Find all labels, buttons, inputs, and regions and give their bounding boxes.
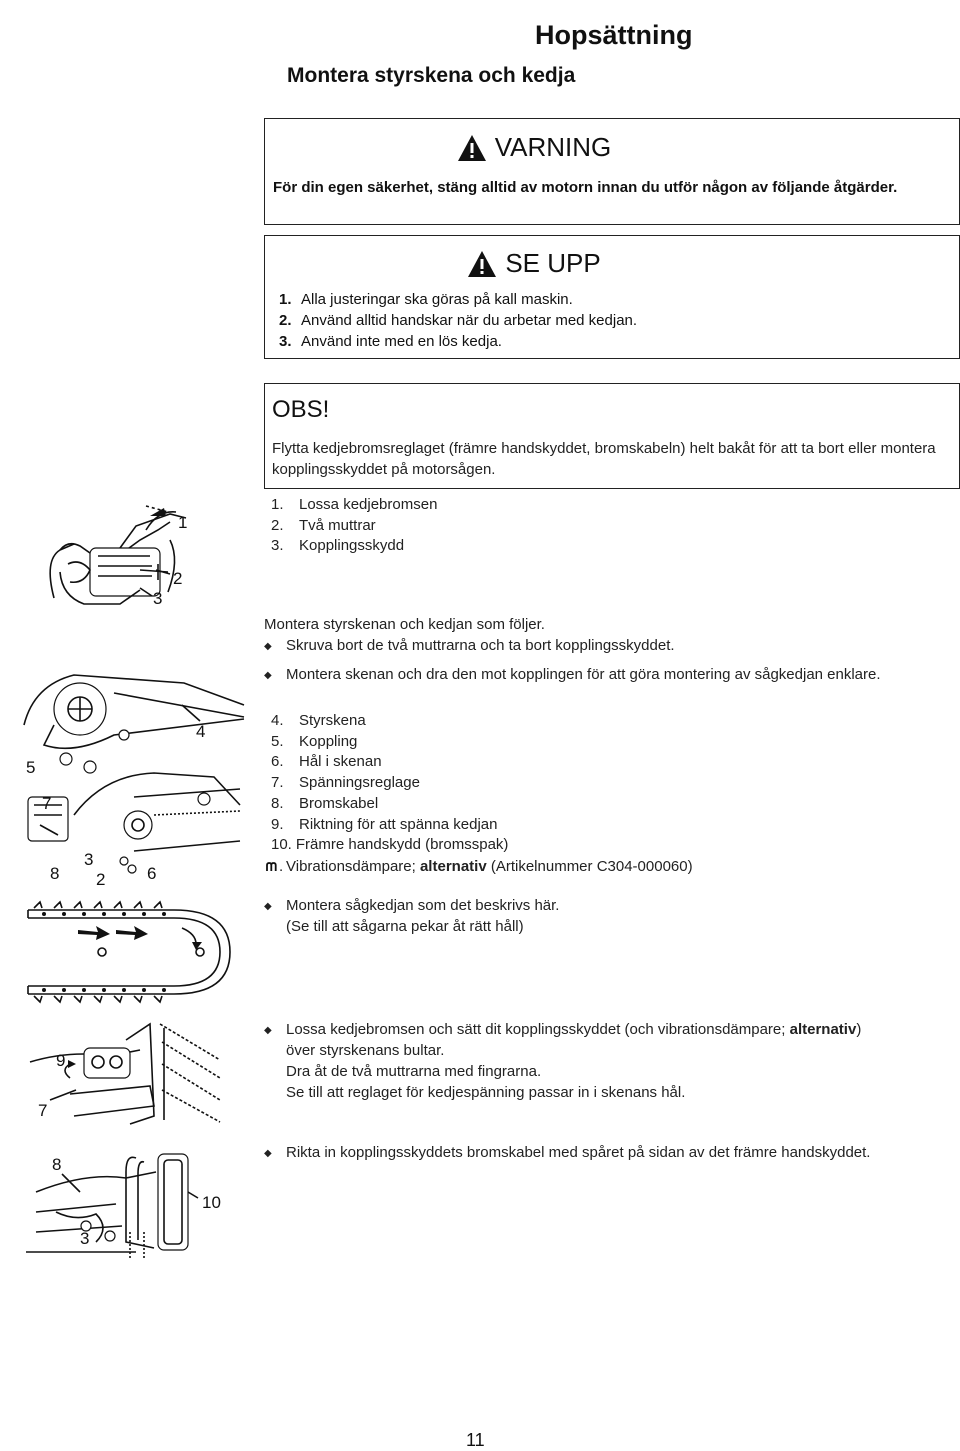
figure-label: 5 bbox=[26, 758, 36, 777]
figure-chain-direction bbox=[24, 900, 244, 1004]
list-item: 7. Spänningsreglage bbox=[271, 774, 420, 792]
figure-label: 10 bbox=[202, 1193, 221, 1212]
intro-text: Montera styrskenan och kedjan som följer. bbox=[264, 616, 545, 633]
figure-label: 7 bbox=[38, 1101, 48, 1120]
list-item: 2. Två muttrar bbox=[271, 516, 376, 534]
figure-label: 8 bbox=[52, 1155, 62, 1174]
caution-heading bbox=[264, 248, 804, 279]
figure-label: 1 bbox=[178, 513, 188, 532]
list-item: 4. Styrskena bbox=[271, 712, 366, 729]
optional-marker-icon bbox=[266, 862, 279, 871]
bullet-item: ◆ Lossa kedjebromsen och sätt dit kopplingsskyddet (och vibrationsdämpare; alternativ) över styrskenans bultar. Dra åt de två muttrarna med fingrarna. Se till att reglaget för kedjespänning passar in i skenans hål. bbox=[264, 1021, 862, 1101]
bullet-diamond-icon: ◆ bbox=[264, 670, 272, 681]
list-item: 3. Kopplingsskydd bbox=[271, 537, 405, 555]
figure-label: 2 bbox=[173, 569, 183, 588]
bullet-item: ◆ Montera sågkedjan som det beskrivs här. (Se till att sågarna pekar åt rätt håll) bbox=[264, 897, 560, 935]
figure-label: 3 bbox=[153, 589, 163, 608]
list-item: 5. Koppling bbox=[271, 732, 358, 750]
list-item: 2. Använd alltid handskar när du arbetar med kedjan. bbox=[279, 312, 638, 329]
bullet-diamond-icon: ◆ bbox=[264, 1025, 272, 1036]
bullet-item: ◆ Skruva bort de två muttrarna och ta bort kopplingsskyddet. bbox=[264, 635, 946, 657]
note-box bbox=[264, 383, 960, 489]
bullet-diamond-icon: ◆ bbox=[264, 1148, 272, 1159]
figure-brake-release bbox=[40, 500, 230, 610]
bullet-diamond-icon: ◆ bbox=[264, 641, 272, 652]
parts-list-2 bbox=[271, 711, 508, 856]
caution-title: SE UPP bbox=[505, 248, 601, 278]
parts-list-1 bbox=[271, 495, 437, 557]
figure-tensioner bbox=[30, 1020, 230, 1130]
bullet-item: ◆ Montera skenan och dra den mot kopplingen för att göra montering av sågkedjan enklare. bbox=[264, 664, 946, 686]
figure-brake-cable bbox=[26, 1152, 236, 1262]
list-item: 10. Främre handskydd (bromsspak) bbox=[271, 836, 509, 854]
list-item: 8. Bromskabel bbox=[271, 794, 379, 812]
caution-triangle-icon bbox=[467, 250, 497, 278]
page-number: 11 bbox=[466, 1430, 485, 1450]
note-title: OBS! bbox=[272, 396, 330, 423]
list-item: 9. Riktning för att spänna kedjan bbox=[271, 815, 498, 833]
figure-label: 4 bbox=[196, 722, 206, 741]
warning-title: VARNING bbox=[494, 132, 612, 162]
figure-label: 3 bbox=[84, 850, 94, 869]
figure-label: 2 bbox=[96, 870, 106, 889]
optional-item: . Vibrationsdämpare; alternativ (Artikelnummer C304-000060) bbox=[266, 856, 946, 877]
section-title: Hopsättning bbox=[535, 20, 693, 50]
list-item: 3. Använd inte med en lös kedja. bbox=[279, 333, 502, 350]
warning-heading bbox=[264, 132, 804, 163]
warning-text: För din egen säkerhet, stäng alltid av motorn innan du utför någon av följande åtgärder. bbox=[273, 179, 898, 196]
figure-label: 8 bbox=[50, 864, 60, 883]
figure-bar-mounting bbox=[14, 665, 250, 887]
list-item: 6. Hål i skenan bbox=[271, 753, 382, 771]
warning-triangle-icon bbox=[457, 134, 487, 162]
bullet-item: ◆ Rikta in kopplingsskyddets bromskabel med spåret på sidan av det främre handskyddet. bbox=[264, 1142, 960, 1164]
list-item: 1. Alla justeringar ska göras på kall maskin. bbox=[279, 291, 573, 308]
page-title: Montera styrskena och kedja bbox=[287, 64, 576, 87]
figure-label: 3 bbox=[80, 1229, 90, 1248]
figure-label: 6 bbox=[147, 864, 157, 883]
bullet-diamond-icon: ◆ bbox=[264, 901, 272, 912]
figure-label: 9 bbox=[56, 1051, 66, 1070]
figure-label: 7 bbox=[42, 794, 52, 813]
note-text: Flytta kedjebromsreglaget (främre handskyddet, bromskabeln) helt bakåt för att ta bort eller montera kopplingsskyddet på motorsågen. bbox=[272, 440, 936, 478]
caution-list bbox=[279, 289, 637, 352]
list-item: 1. Lossa kedjebromsen bbox=[271, 496, 438, 513]
